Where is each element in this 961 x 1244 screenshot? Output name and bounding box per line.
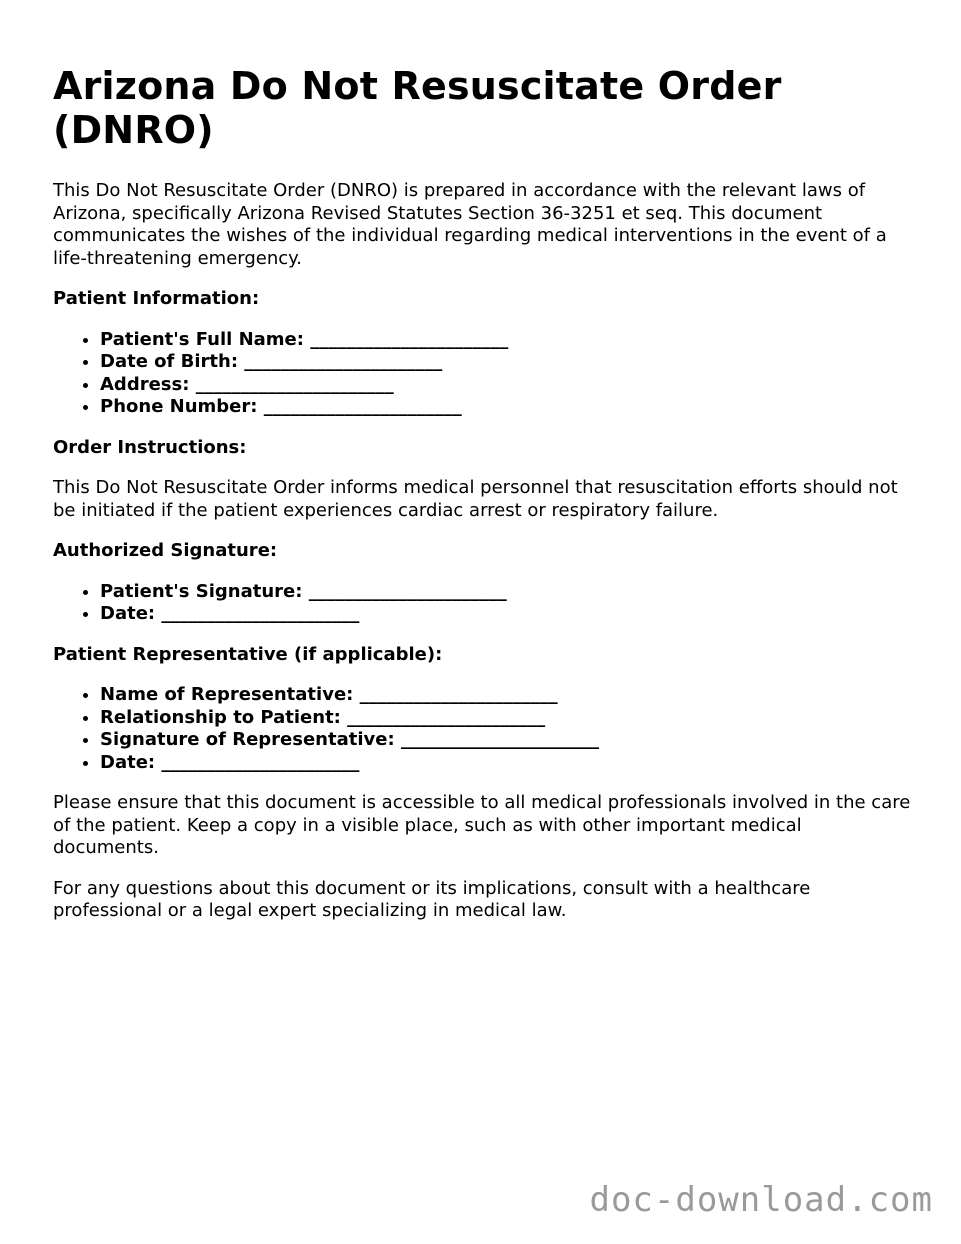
closing-paragraph-2: For any questions about this document or its implications, consult with a healthcare professional or a legal expert specializing in medical law.: [53, 877, 811, 921]
fill-in-blank[interactable]: ______________________: [310, 328, 509, 350]
representative-heading: Patient Representative (if applicable):: [53, 643, 443, 665]
order-instructions-text: This Do Not Resuscitate Order informs medical personnel that resuscitation efforts should not be initiated if the patient experiences cardiac arrest or respiratory failure.: [53, 477, 898, 521]
list-item: [100, 581, 913, 604]
fill-in-blank[interactable]: ______________________: [359, 684, 558, 705]
fill-in-blank[interactable]: ______________________: [161, 603, 360, 624]
authorized-signature-heading: Authorized Signature:: [53, 540, 278, 561]
list-item: [100, 329, 913, 352]
authorized-signature-list: [53, 581, 913, 626]
patient-info-list: [53, 329, 913, 419]
list-item: [100, 729, 913, 752]
field-label: Signature of Representative:: [100, 729, 395, 750]
document-page: [53, 64, 913, 941]
field-label: Address:: [100, 373, 190, 395]
list-item: [100, 684, 913, 707]
fill-in-blank[interactable]: ______________________: [308, 580, 507, 602]
list-item: [100, 752, 913, 775]
field-label: Patient's Signature:: [100, 580, 303, 602]
fill-in-blank[interactable]: ______________________: [244, 351, 443, 372]
order-instructions-heading: Order Instructions:: [53, 436, 247, 458]
field-label: Date:: [100, 603, 156, 624]
list-item: [100, 396, 913, 419]
watermark: doc-download.com: [589, 1180, 933, 1220]
fill-in-blank[interactable]: ______________________: [400, 729, 599, 750]
patient-info-heading: Patient Information:: [53, 288, 260, 309]
list-item: [100, 603, 913, 626]
list-item: [100, 351, 913, 374]
field-label: Date of Birth:: [100, 351, 239, 372]
fill-in-blank[interactable]: ______________________: [161, 751, 360, 773]
field-label: Phone Number:: [100, 396, 258, 417]
page-title: Arizona Do Not Resuscitate Order (DNRO): [53, 64, 782, 152]
field-label: Date:: [100, 751, 156, 773]
field-label: Name of Representative:: [100, 684, 354, 705]
list-item: [100, 707, 913, 730]
closing-paragraph-1: Please ensure that this document is accessible to all medical professionals involved in the care of the patient. Keep a copy in a visible place, such as with other important medical documents.: [53, 792, 911, 858]
field-label: Relationship to Patient:: [100, 706, 341, 728]
intro-paragraph: This Do Not Resuscitate Order (DNRO) is prepared in accordance with the relevant laws of Arizona, specifically Arizona Revised Statutes Section 36-3251 et seq. This document communicates the wishes of the individual regarding medical interventions in the event of a life-threatening emergency.: [53, 180, 887, 269]
field-label: Patient's Full Name:: [100, 328, 304, 350]
list-item: [100, 374, 913, 397]
fill-in-blank[interactable]: ______________________: [263, 396, 462, 417]
fill-in-blank[interactable]: ______________________: [347, 706, 546, 728]
representative-list: [53, 684, 913, 774]
fill-in-blank[interactable]: ______________________: [195, 373, 394, 395]
